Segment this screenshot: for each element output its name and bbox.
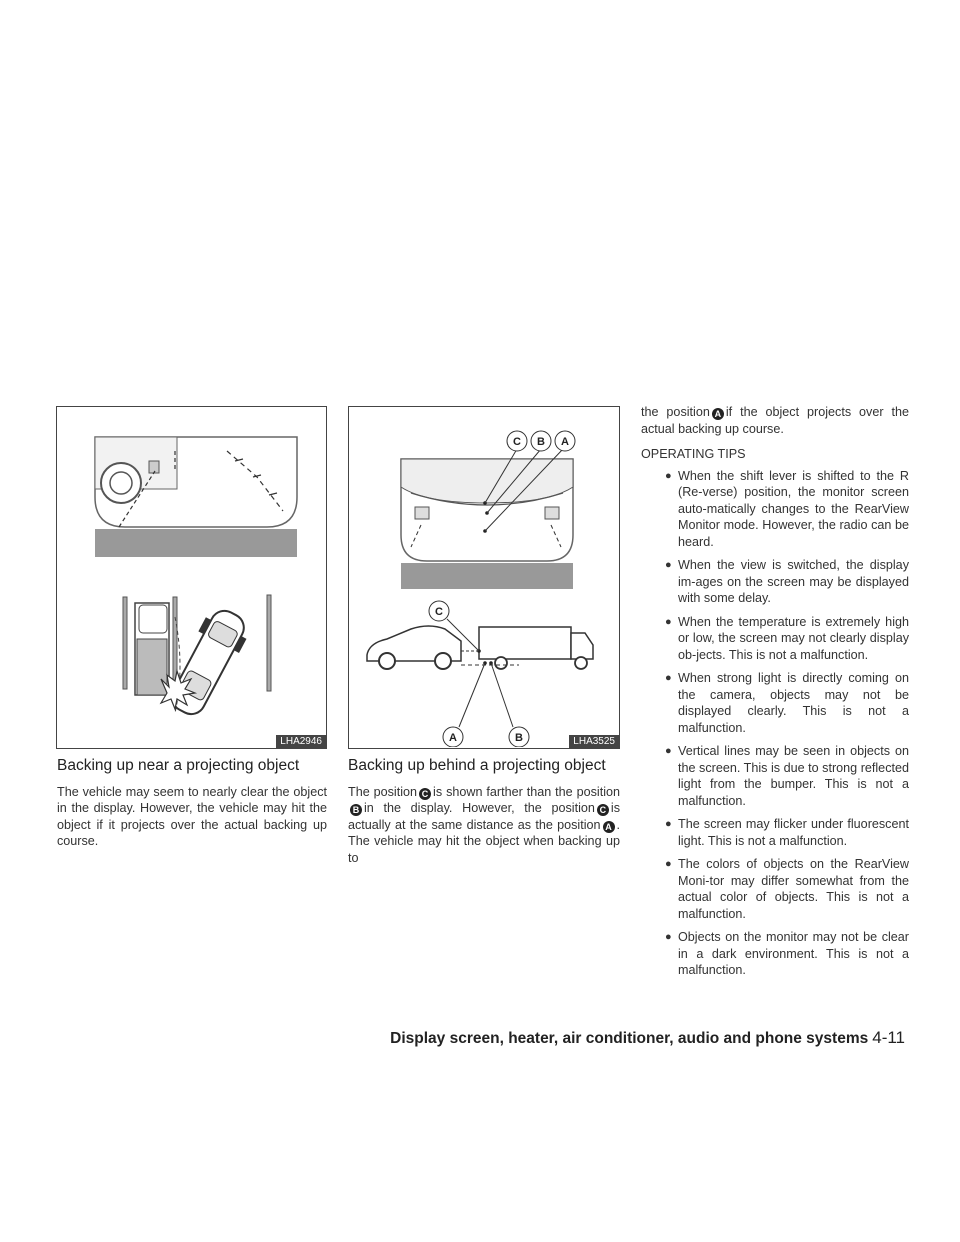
marker-b: B: [350, 804, 362, 816]
list-item: [641, 557, 909, 607]
label-c-side: C: [435, 606, 443, 618]
text-run: . The vehicle may hit the object when backing up to: [348, 817, 620, 865]
footer-section-title: Display screen, heater, air conditioner, audio and phone systems: [390, 1030, 869, 1047]
bullet-icon: ●: [665, 745, 672, 757]
list-item: [641, 670, 909, 736]
figure-projecting-object: [56, 406, 327, 749]
list-item: [641, 614, 909, 664]
label-a-side: A: [449, 732, 457, 744]
text-run: the position: [641, 405, 710, 419]
list-item-text: When strong light is directly coming on the camera, objects may not be displayed clearly. This is not a malfunction.: [678, 671, 909, 735]
label-b-top: B: [537, 436, 545, 448]
list-item-text: The screen may flicker under fluorescent light. This is not a malfunction.: [678, 817, 909, 848]
section-heading: Backing up behind a projecting object: [348, 757, 606, 774]
column-3: [641, 404, 909, 986]
figure-code: LHA2946: [276, 735, 326, 748]
figure-behind-projecting-object: [348, 406, 620, 749]
marker-a: A: [603, 821, 615, 833]
list-item-text: Vertical lines may be seen in objects on the screen. This is due to strong reflected light from the bumper. This is not a malfunction.: [678, 744, 909, 808]
text-run: is shown farther than the position: [433, 784, 620, 799]
bullet-icon: ●: [665, 672, 672, 684]
bullet-icon: ●: [665, 818, 672, 830]
marker-c: C: [597, 804, 609, 816]
list-item-text: The colors of objects on the RearView Moni-tor may differ somewhat from the actual color of objects. This is not a malfunction.: [678, 857, 909, 921]
illustration-behind-projecting-object: [349, 407, 618, 747]
list-item: [641, 468, 909, 551]
list-item: [641, 743, 909, 809]
page-footer: [390, 1028, 905, 1048]
list-item: [641, 929, 909, 979]
list-item: [641, 816, 909, 849]
list-item-text: When the view is switched, the display im-ages on the screen may be displayed with some delay.: [678, 558, 909, 605]
text-run: if the object projects over the actual backing up course.: [641, 405, 909, 436]
marker-c: C: [419, 788, 431, 800]
list-item-text: When the shift lever is shifted to the R (Re-verse) position, the monitor screen auto-matically changes to the RearView Monitor mode. However, the radio can be heard.: [678, 468, 909, 549]
bullet-icon: ●: [665, 858, 672, 870]
bullet-icon: ●: [665, 615, 672, 628]
page-number: 4-11: [872, 1028, 905, 1047]
illustration-near-projecting-object: [57, 407, 325, 747]
column-1: [57, 758, 327, 850]
tips-heading: OPERATING TIPS: [641, 447, 746, 461]
text-run: The position: [348, 784, 418, 799]
section-body: The vehicle may seem to nearly clear the object in the display. However, the vehicle may hit the object if it projects over the actual backing up course.: [57, 784, 327, 848]
tips-list: [641, 468, 909, 979]
column-2: [348, 758, 620, 866]
label-a-top: A: [561, 436, 569, 448]
section-body: [348, 784, 620, 867]
label-c-top: C: [513, 436, 521, 448]
list-item: [641, 856, 909, 922]
text-run: in the display. However, the position: [364, 801, 595, 815]
list-item-text: Objects on the monitor may not be clear in a dark environment. This is not a malfunction.: [678, 930, 909, 977]
bullet-icon: ●: [665, 469, 672, 482]
list-item-text: When the temperature is extremely high or low, the screen may not clearly display ob-jects. This is not a malfunction.: [678, 614, 909, 662]
bullet-icon: ●: [665, 931, 672, 943]
section-heading: Backing up near a projecting object: [57, 757, 300, 774]
figure-code: LHA3525: [569, 735, 619, 748]
bullet-icon: ●: [665, 559, 672, 571]
section-body-continued: [641, 404, 909, 437]
text-run: is actually at the same distance as the position: [348, 801, 620, 832]
marker-a: A: [712, 408, 724, 420]
label-b-side: B: [515, 732, 523, 744]
